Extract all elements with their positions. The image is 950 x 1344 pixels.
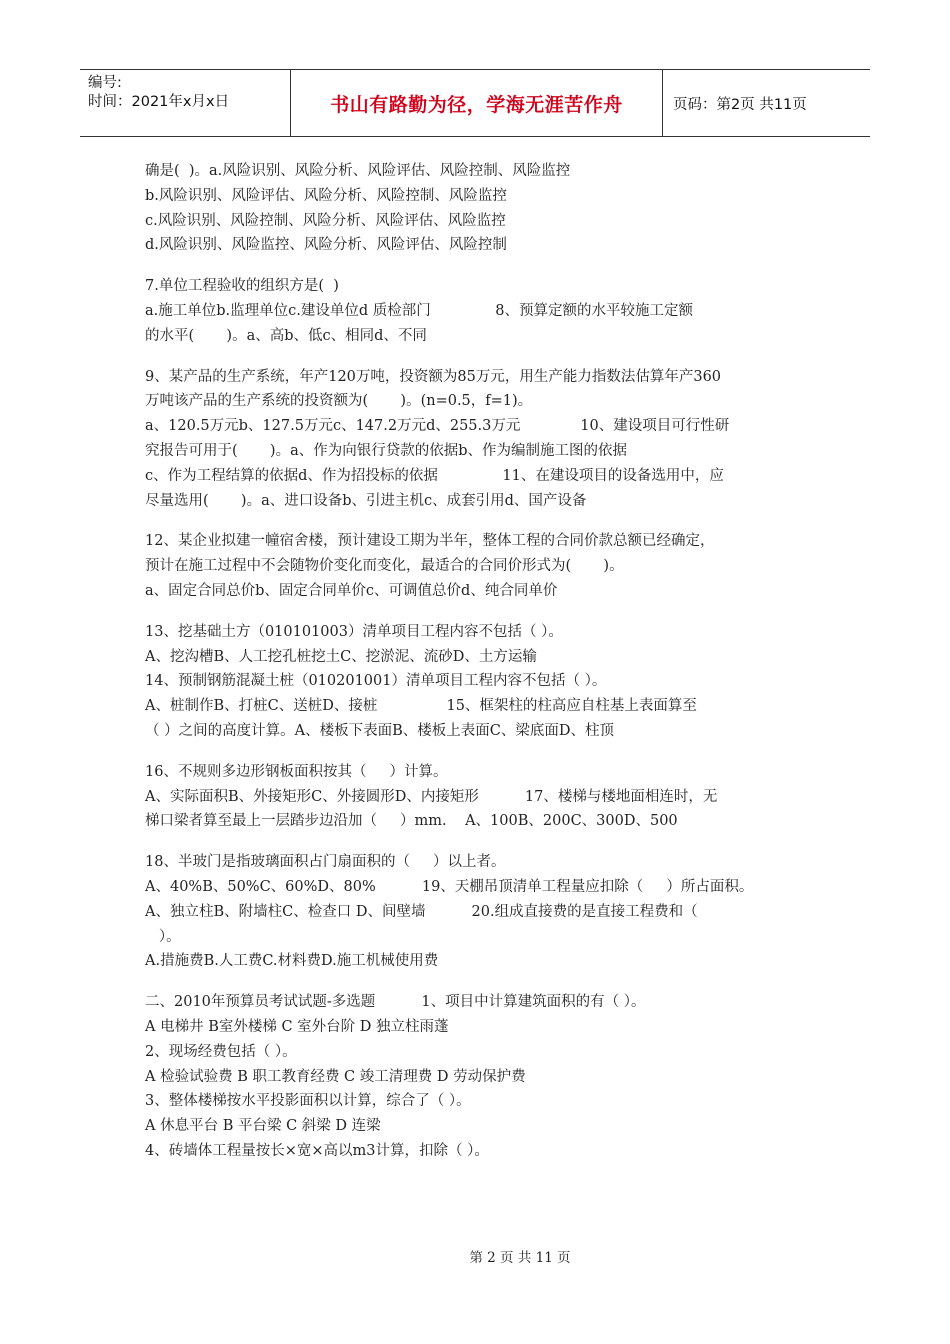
text-line: A.措施费B.人工费C.材料费D.施工机械使用费 bbox=[145, 953, 439, 970]
text-line: a、120.5万元b、127.5万元c、147.2万元d、255.3万元 10、建设项目可行性研 bbox=[145, 418, 730, 435]
text-line: A、实际面积B、外接矩形C、外接圆形D、内接矩形 17、楼梯与楼地面相连时，无 bbox=[145, 788, 718, 805]
text-line: 二、2010年预算员考试试题-多选题 1、项目中计算建筑面积的有（ ）。 bbox=[145, 994, 646, 1011]
text-line: 究报告可用于( )。a、作为向银行贷款的依据b、作为编制施工图的依据 bbox=[145, 442, 628, 459]
document-time: 时间：2021年x月x日 bbox=[88, 94, 230, 110]
text-line: c.风险识别、风险控制、风险分析、风险评估、风险监控 bbox=[145, 212, 506, 229]
text-line: 万吨该产品的生产系统的投资额为( )。(n=0.5，f=1)。 bbox=[145, 393, 533, 410]
text-line: 4、砖墙体工程量按长×宽×高以m3计算，扣除（ ）。 bbox=[145, 1142, 489, 1159]
page-footer: 第 2 页 共 11 页 bbox=[469, 1250, 571, 1266]
text-line: 18、半玻门是指玻璃面积占门扇面积的（ ）以上者。 bbox=[145, 854, 506, 871]
text-line: 14、预制钢筋混凝土桩（010201001）清单项目工程内容不包括（ ）。 bbox=[145, 673, 607, 690]
text-line: A 电梯井 B室外楼梯 C 室外台阶 D 独立柱雨蓬 bbox=[145, 1018, 449, 1035]
text-line: 3、整体楼梯按水平投影面积以计算，综合了（ ）。 bbox=[145, 1093, 471, 1110]
document-body bbox=[145, 159, 813, 1164]
text-line: 12、某企业拟建一幢宿舍楼，预计建设工期为半年，整体工程的合同价款总额已经确定， bbox=[145, 533, 715, 550]
text-line: 13、挖基础土方（010101003）清单项目工程内容不包括（ ）。 bbox=[145, 623, 563, 640]
document-number-label: 编号: bbox=[88, 75, 122, 91]
text-line: A、桩制作B、打桩C、送桩D、接桩 15、框架柱的柱高应自柱基上表面算至 bbox=[145, 698, 697, 715]
text-line: （ ）之间的高度计算。A、楼板下表面B、楼板上表面C、梁底面D、柱顶 bbox=[145, 722, 614, 739]
text-line: 9、某产品的生产系统，年产120万吨，投资额为85万元，用生产能力指数法估算年产360 bbox=[145, 368, 722, 385]
text-line: a.施工单位b.监理单位c.建设单位d 质检部门 8、预算定额的水平较施工定额 bbox=[145, 302, 694, 319]
text-line: 7.单位工程验收的组织方是( ) bbox=[145, 278, 339, 295]
text-line: 确是( )。a.风险识别、风险分析、风险评估、风险控制、风险监控 bbox=[145, 163, 571, 179]
text-line: 16、不规则多边形钢板面积按其（ ）计算。 bbox=[145, 763, 448, 780]
text-line: A、挖沟槽B、人工挖孔桩挖土C、挖淤泥、流砂D、土方运输 bbox=[145, 648, 537, 665]
text-line: A 休息平台 B 平台梁 C 斜梁 D 连梁 bbox=[145, 1118, 381, 1135]
text-line: A、40%B、50%C、60%D、80% 19、天棚吊顶清单工程量应扣除（ ）所占面积。 bbox=[145, 878, 754, 895]
text-line: A、独立柱B、附墙柱C、检查口 D、间壁墙 20.组成直接费的是直接工程费和（ bbox=[145, 903, 698, 920]
header-page-info: 页码：第2页 共11页 bbox=[673, 96, 807, 113]
page-header bbox=[80, 69, 870, 137]
text-line: 尽量选用( )。a、进口设备b、引进主机c、成套引用d、国产设备 bbox=[145, 492, 587, 509]
text-line: 预计在施工过程中不会随物价变化而变化，最适合的合同价形式为( )。 bbox=[145, 558, 624, 575]
text-line: 的水平( )。a、高b、低c、相同d、不同 bbox=[145, 327, 427, 344]
text-line: 2、现场经费包括（ ）。 bbox=[145, 1043, 297, 1060]
header-motto: 书山有路勤为径，学海无涯苦作舟 bbox=[291, 70, 663, 136]
text-line: c、作为工程结算的依据d、作为招投标的依据 11、在建设项目的设备选用中，应 bbox=[145, 467, 724, 484]
text-line: b.风险识别、风险评估、风险分析、风险控制、风险监控 bbox=[145, 187, 507, 204]
header-meta bbox=[80, 70, 291, 136]
text-line: A 检验试验费 B 职工教育经费 C 竣工清理费 D 劳动保护费 bbox=[145, 1068, 526, 1085]
text-line: 梯口梁者算至最上一层踏步边沿加（ ）mm. A、100B、200C、300D、500 bbox=[145, 813, 678, 830]
text-line: d.风险识别、风险监控、风险分析、风险评估、风险控制 bbox=[145, 237, 507, 254]
text-line: ）。 bbox=[145, 928, 181, 945]
text-line: a、固定合同总价b、固定合同单价c、可调值总价d、纯合同单价 bbox=[145, 582, 558, 599]
